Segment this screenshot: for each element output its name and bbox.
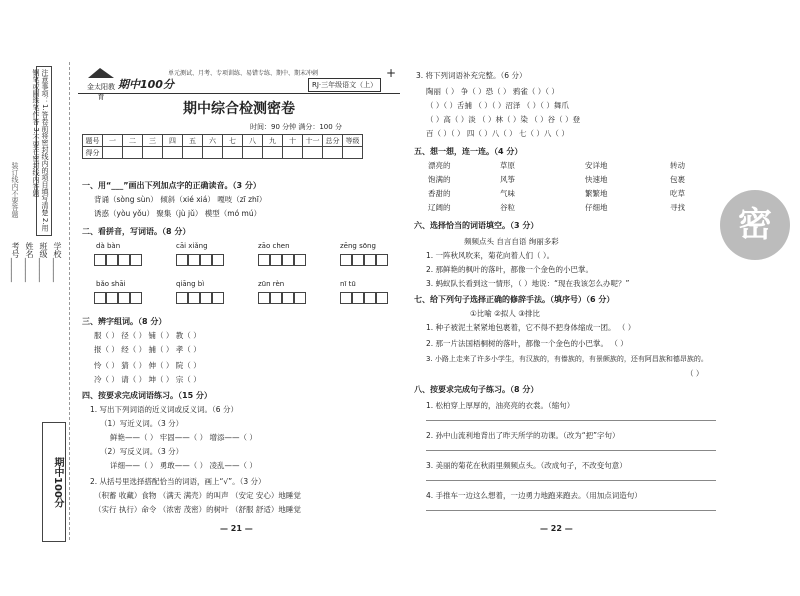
q2-boxes[interactable] bbox=[340, 292, 388, 304]
section-7-title: 七、给下列句子选择正确的修辞手法。（填序号）（6 分） bbox=[414, 295, 615, 304]
q4-line: （1）写近义词。（3 分） bbox=[100, 419, 184, 428]
q2-boxes[interactable] bbox=[258, 292, 306, 304]
answer-line[interactable] bbox=[426, 450, 716, 451]
q2-boxes[interactable] bbox=[340, 254, 388, 266]
q5-item[interactable]: 饱满的 bbox=[428, 175, 451, 184]
field-number[interactable]: 考号______ bbox=[11, 242, 20, 282]
r-line: （ ）高（ ）淡 （ ）林（ ）染 （ ）谷（ ）登 bbox=[426, 115, 581, 124]
secret-seal-icon: 密 bbox=[720, 190, 790, 260]
score-header-cell: 题号 bbox=[83, 135, 103, 147]
score-row-label: 得分 bbox=[83, 147, 103, 159]
score-cell[interactable] bbox=[243, 147, 263, 159]
q2-boxes[interactable] bbox=[176, 292, 224, 304]
q8-line: 1. 松柏穿上厚厚的，油亮亮的衣裳。（缩句） bbox=[426, 401, 575, 410]
score-cell[interactable] bbox=[223, 147, 243, 159]
q5-item[interactable]: 漂亮的 bbox=[428, 161, 451, 170]
section-5-title: 五、想一想，连一连。（4 分） bbox=[414, 147, 523, 156]
q5-item[interactable]: 繁繁地 bbox=[585, 189, 608, 198]
section-8-title: 八、按要求完成句子练习。（8 分） bbox=[414, 385, 539, 394]
q5-item[interactable]: 快速地 bbox=[585, 175, 608, 184]
q4-line: （实行 执行）命令 （浓密 茂密）的树叶 （舒服 舒适）地睡觉 bbox=[94, 505, 301, 514]
q5-item[interactable]: 寻找 bbox=[670, 203, 685, 212]
q4-line: （2）写反义词。（3 分） bbox=[100, 447, 184, 456]
score-cell[interactable] bbox=[203, 147, 223, 159]
score-header-cell: 一 bbox=[103, 135, 123, 147]
brand-title: 期中100分 bbox=[118, 78, 174, 91]
q5-item[interactable]: 香甜的 bbox=[428, 189, 451, 198]
answer-line[interactable] bbox=[426, 420, 716, 421]
score-cell[interactable] bbox=[263, 147, 283, 159]
answer-line[interactable] bbox=[426, 480, 716, 481]
q3-line: 怜（ ） 猜（ ） 伸（ ） 院（ ） bbox=[94, 361, 201, 370]
section-2-title: 二、看拼音，写词语。（8 分） bbox=[82, 227, 191, 236]
page-title: 期中综合检测密卷 bbox=[183, 101, 295, 117]
left-header bbox=[78, 64, 400, 101]
q2-pinyin: zēng sōng bbox=[340, 242, 376, 250]
section-6-title: 六、选择恰当的词语填空。（3 分） bbox=[414, 221, 539, 230]
q4-line: （积蓄 收藏）食物 （满天 满壳）的叫声 （安定 安心）地睡觉 bbox=[94, 491, 301, 500]
r-line: 3. 将下列词语补充完整。（6 分） bbox=[416, 71, 527, 80]
score-header-cell: 二 bbox=[123, 135, 143, 147]
q2-pinyin: bǎo shāi bbox=[96, 280, 126, 288]
q5-item[interactable]: 风筝 bbox=[500, 175, 515, 184]
answer-line[interactable] bbox=[426, 510, 716, 511]
q7-options: ①比喻 ②拟人 ③排比 bbox=[470, 309, 540, 318]
page-number-right: — 22 — bbox=[540, 524, 573, 533]
r-line: （ ）（ ）舌捕 （ ）（ ）沼泽 （ ）（ ）舞爪 bbox=[426, 101, 569, 110]
q4-line: 详细——（ ） 勇敢——（ ） 凌乱——（ ） bbox=[110, 461, 257, 470]
q5-item[interactable]: 辽阔的 bbox=[428, 203, 451, 212]
q2-boxes[interactable] bbox=[94, 254, 142, 266]
cut-hint: 装订线内不要答题 bbox=[11, 162, 19, 218]
field-name[interactable]: 姓名______ bbox=[25, 242, 34, 282]
q6-line: 2. 那鲜艳的枫叶的落叶，都像一个金色的小巴掌。 bbox=[426, 265, 594, 274]
score-cell[interactable] bbox=[183, 147, 203, 159]
score-header-cell: 十 bbox=[283, 135, 303, 147]
q3-line: 冷（ ） 请（ ） 坤（ ） 宗（ ） bbox=[94, 375, 201, 384]
tagline: 单元测试、月考、专项训练、易错专练、期中、期末冲刺 bbox=[168, 70, 319, 77]
q6-line: 3. 蚂蚁队长看到这一情形，（ ）地说：“现在我该怎么办呢？” bbox=[426, 279, 630, 288]
q5-item[interactable]: 吃草 bbox=[670, 189, 685, 198]
q8-line: 2. 孙中山流利地背出了昨天所学的功课。（改为“把”字句） bbox=[426, 431, 620, 440]
score-header-row bbox=[83, 135, 363, 147]
q5-item[interactable]: 草原 bbox=[500, 161, 515, 170]
score-header-cell: 九 bbox=[263, 135, 283, 147]
q3-line: 报（ ） 经（ ） 捕（ ） 孝（ ） bbox=[94, 345, 201, 354]
score-header-cell: 三 bbox=[143, 135, 163, 147]
exam-meta: 时间：90 分钟 满分：100 分 bbox=[250, 123, 342, 131]
q5-item[interactable]: 包裹 bbox=[670, 175, 685, 184]
q1-line: 背诵（sòng sùn） 倾斜（xié xiá） 嘎吱（zī zhī） bbox=[94, 195, 267, 204]
section-1-title: 一、用“___”画出下列加点字的正确读音。（3 分） bbox=[82, 181, 261, 190]
q2-pinyin: cāi xiǎng bbox=[176, 242, 208, 250]
score-header-cell: 五 bbox=[183, 135, 203, 147]
score-cell[interactable] bbox=[283, 147, 303, 159]
page-number-left: — 21 — bbox=[220, 524, 253, 533]
q6-options: 频频点头 自言自语 绚丽多彩 bbox=[464, 237, 559, 246]
section-3-title: 三、辨字组词。（8 分） bbox=[82, 317, 167, 326]
score-header-cell: 总分 bbox=[323, 135, 343, 147]
q2-boxes[interactable] bbox=[176, 254, 224, 266]
q7-line: 1. 种子被泥土紧紧地包裹着，它不得不把身体缩成一团。 （ ） bbox=[426, 323, 636, 332]
q5-item[interactable]: 气味 bbox=[500, 189, 515, 198]
score-row bbox=[83, 147, 363, 159]
q5-item[interactable]: 仔细地 bbox=[585, 203, 608, 212]
student-fields bbox=[11, 242, 64, 442]
crosshair-icon: + bbox=[385, 66, 396, 80]
q2-pinyin: zāo chen bbox=[258, 242, 290, 250]
q4-line: 鲜艳——（ ） 牢固——（ ） 增添——（ ） bbox=[110, 433, 257, 442]
q2-pinyin: zūn rèn bbox=[258, 280, 285, 288]
q2-pinyin: nī tū bbox=[340, 280, 356, 288]
section-4-title: 四、按要求完成词语练习。（15 分） bbox=[82, 391, 212, 400]
q7-answer[interactable]: （ ） bbox=[686, 369, 704, 378]
q2-boxes[interactable] bbox=[94, 292, 142, 304]
q5-item[interactable]: 转动 bbox=[670, 161, 685, 170]
q5-item[interactable]: 安详地 bbox=[585, 161, 608, 170]
field-school[interactable]: 学校______ bbox=[53, 242, 62, 282]
notice-box: 注意事项：1.答卷前将密封线内的项目填写清楚 2.用钢笔或圆珠笔作答 3.不要在密封线内答题 bbox=[36, 66, 52, 236]
logo-text: 金太阳教育 bbox=[87, 83, 115, 101]
score-table bbox=[82, 134, 363, 159]
q8-line: 3. 美丽的菊花在秋雨里频频点头。（改成句子，不改变句意） bbox=[426, 461, 627, 470]
r-line: 百（ ）（ ） 四（ ）八（ ） 七（ ）八（ ） bbox=[426, 129, 569, 138]
q3-line: 服（ ） 径（ ） 铺（ ） 教（ ） bbox=[94, 331, 201, 340]
q8-line: 4. 手推车一边这么想着，一边勇力地跑来跑去。（用加点词造句） bbox=[426, 491, 642, 500]
logo-icon bbox=[84, 66, 118, 101]
field-class[interactable]: 班级______ bbox=[39, 242, 48, 282]
score-header-cell: 四 bbox=[163, 135, 183, 147]
score-header-cell: 六 bbox=[203, 135, 223, 147]
binding-sidebar bbox=[8, 62, 70, 540]
q2-pinyin: qiāng bì bbox=[176, 280, 205, 288]
q6-line: 1. 一阵秋风吹来，菊花向着人们（ ）。 bbox=[426, 251, 555, 260]
score-cell[interactable] bbox=[163, 147, 183, 159]
grade-badge: RJ·三年级语文（上） bbox=[308, 78, 381, 92]
q5-item[interactable]: 谷粒 bbox=[500, 203, 515, 212]
q2-boxes[interactable] bbox=[258, 254, 306, 266]
score-header-cell: 七 bbox=[223, 135, 243, 147]
score-cell[interactable] bbox=[123, 147, 143, 159]
q2-pinyin: dà bàn bbox=[96, 242, 121, 250]
score-cell[interactable] bbox=[323, 147, 343, 159]
score-cell[interactable] bbox=[143, 147, 163, 159]
score-header-cell: 等级 bbox=[343, 135, 363, 147]
q4-line: 2. 从括号里选择搭配恰当的词语，画上“√”。（3 分） bbox=[90, 477, 266, 486]
q1-line: 诱惑（yòu yǒu） 聚集（jù jǔ） 模型（mó mú） bbox=[94, 209, 262, 218]
score-cell[interactable] bbox=[343, 147, 363, 159]
q7-line: 2. 那一片法国梧桐树的落叶，都像一个金色的小巴掌。 （ ） bbox=[426, 339, 628, 348]
score-header-cell: 八 bbox=[243, 135, 263, 147]
score-header-cell: 十一 bbox=[303, 135, 323, 147]
r-line: 陶丽（ ） 争（ ）恐（ ） 鸦雀（ ）（ ） bbox=[426, 87, 559, 96]
score-cell[interactable] bbox=[103, 147, 123, 159]
q7-line: 3. 小路上走来了许多小学生，有汉族的，有傣族的，有景颇族的，还有阿昌族和德昂族的。 bbox=[426, 355, 708, 363]
score-cell[interactable] bbox=[303, 147, 323, 159]
q4-line: 1. 写出下列词语的近义词或反义词。（6 分） bbox=[90, 405, 238, 414]
sidebar-brand: 期中100分 bbox=[42, 422, 66, 542]
